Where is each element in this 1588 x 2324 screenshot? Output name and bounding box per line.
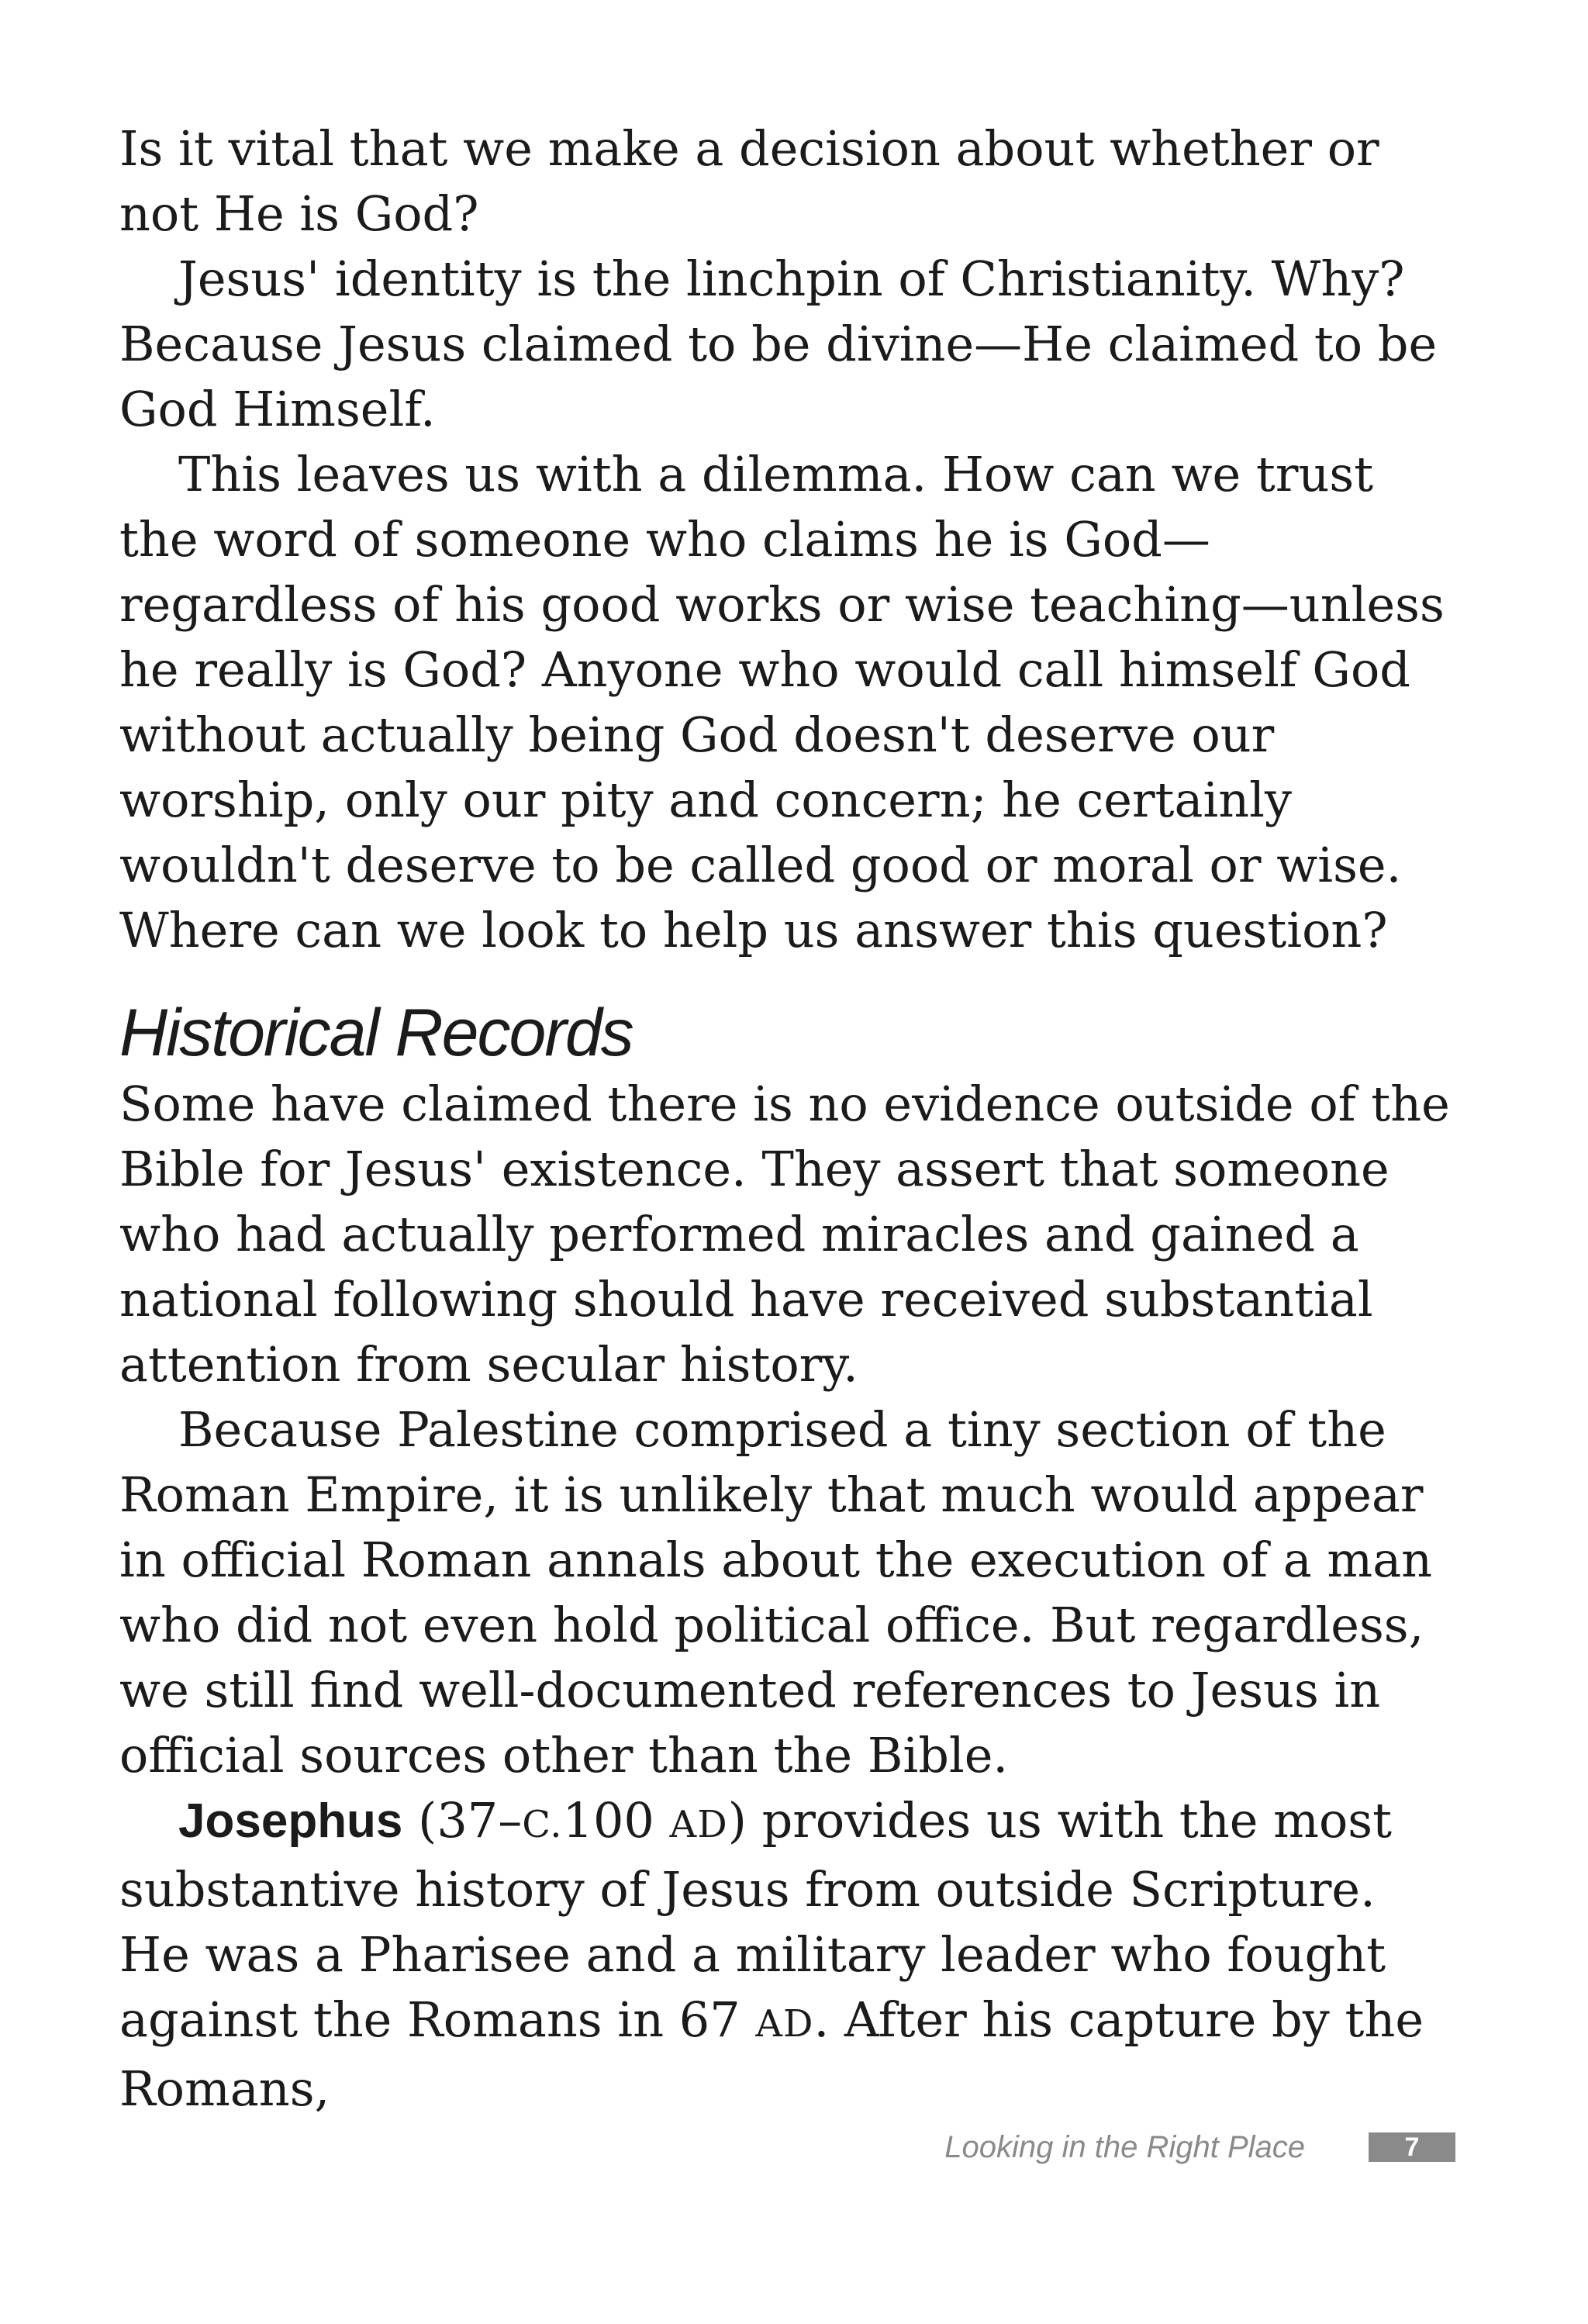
page-number-badge: 7 [1369, 2132, 1455, 2162]
paragraph-no-evidence-claim: Some have claimed there is no evidence outside of the Bible for Jesus' existence. They assert that someone who had actually performed miracles and gained a national following should have received substantial attention from secular history. [119, 1076, 1450, 1393]
page-footer [0, 2128, 1588, 2167]
josephus-death-year: 100 [562, 1792, 670, 1849]
page-body [119, 116, 1461, 2122]
josephus-dates-open: (37– [402, 1792, 523, 1849]
paragraph-jesus-identity: Jesus' identity is the linchpin of Christianity. Why? Because Jesus claimed to be divine—He claimed to be God Himself. [119, 250, 1438, 437]
ad-abbrev-1: AD [669, 1803, 728, 1846]
josephus-name: Josephus [178, 1794, 403, 1848]
circa-abbrev: C. [522, 1803, 563, 1846]
josephus-text-2: . After his capture by the Romans, [119, 1991, 1424, 2117]
running-footer-title: Looking in the Right Place [944, 2130, 1305, 2164]
paragraph-dilemma: This leaves us with a dilemma. How can we trust the word of someone who claims he is God—regardless of his good works or wise teaching—unless he really is God? Anyone who would call himself God without actually being God doesn't deserve our worship, only our pity and concern; he certainly wouldn't deserve to be called good or moral or wise. Where can we look to help us answer this question? [119, 446, 1445, 958]
section-heading: Historical Records [119, 996, 633, 1070]
josephus-text-1: ) provides us with the most substantive history of Jesus from outside Scripture. He was a Pharisee and a military leader who fought against the Romans in 67 [119, 1792, 1393, 2048]
ad-abbrev-2: AD [755, 2002, 814, 2046]
paragraph-josephus [119, 1788, 1461, 2122]
paragraph-palestine: Because Palestine comprised a tiny section of the Roman Empire, it is unlikely that much would appear in official Roman annals about the execution of a man who did not even hold political office. But regardless, we still find well-documented references to Jesus in official sources other than the Bible. [119, 1401, 1433, 1784]
paragraph-intro-question: Is it vital that we make a decision about whether or not He is God? [119, 120, 1379, 242]
